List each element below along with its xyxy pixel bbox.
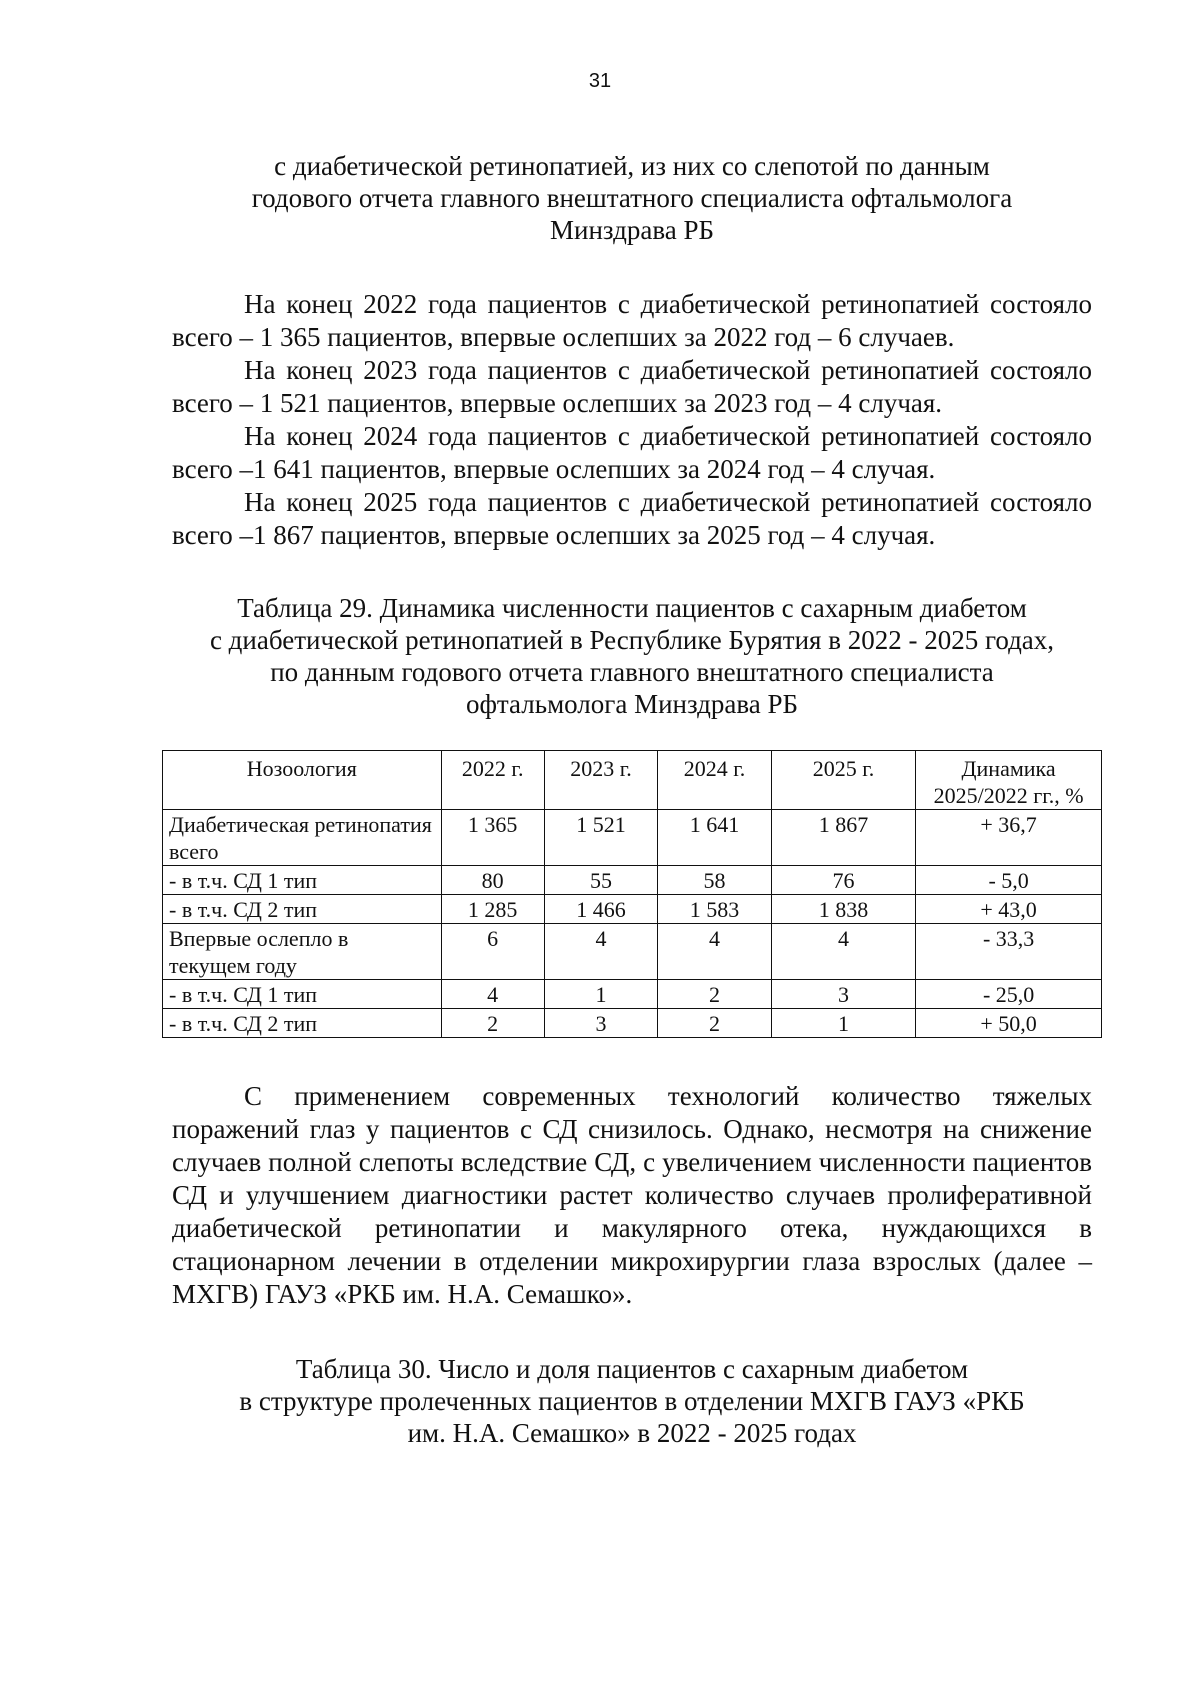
cell-2023: 3 [544, 1009, 658, 1038]
document-body [169, 150, 1092, 1449]
table-29 [162, 750, 1102, 1038]
cell-2024: 4 [658, 924, 772, 980]
cell-2024: 1 583 [658, 895, 772, 924]
cell-dynamics: - 5,0 [916, 866, 1102, 895]
paragraph-technologies: С применением современных технологий количество тяжелых поражений глаз у пациентов с СД снизилось. Однако, несмотря на снижение случаев полной слепоты вследствие СД, с увеличением численности пациентов СД и улучшением диагностики растет количество случаев пролиферативной диабетической ретинопатии и макулярного отека, нуждающихся в стационарном лечении в отделении микрохирургии глаза взрослых (далее – МХГВ) ГАУЗ «РКБ им. Н.А. Семашко». [172, 1081, 1092, 1309]
table-row [163, 1009, 1102, 1038]
section-heading [172, 150, 1092, 246]
cell-2022: 1 365 [441, 810, 544, 866]
cell-2025: 4 [771, 924, 915, 980]
cell-2022: 6 [441, 924, 544, 980]
retinopathy-summary [172, 288, 1092, 552]
cell-2023: 1 521 [544, 810, 658, 866]
cell-2025: 76 [771, 866, 915, 895]
table-row [163, 895, 1102, 924]
cell-2023: 1 [544, 980, 658, 1009]
paragraph-2023: На конец 2023 года пациентов с диабетической ретинопатией состояло всего – 1 521 пациентов, впервые ослепших за 2023 год – 4 случая. [172, 355, 1092, 418]
cell-2023: 1 466 [544, 895, 658, 924]
cell-dynamics: + 36,7 [916, 810, 1102, 866]
table-header-row [163, 751, 1102, 810]
row-label: - в т.ч. СД 2 тип [163, 1009, 442, 1038]
caption-line: Таблица 30. Число и доля пациентов с сахарным диабетом [295, 1354, 969, 1384]
header-2022: 2022 г. [441, 751, 544, 810]
header-2023: 2023 г. [544, 751, 658, 810]
row-label: - в т.ч. СД 2 тип [163, 895, 442, 924]
header-nosology: Нозоология [163, 751, 442, 810]
caption-line: Таблица 29. Динамика численности пациентов с сахарным диабетом [237, 593, 1027, 623]
cell-dynamics: + 50,0 [916, 1009, 1102, 1038]
page-number: 31 [588, 70, 612, 92]
cell-2024: 58 [658, 866, 772, 895]
cell-2022: 1 285 [441, 895, 544, 924]
cell-2025: 1 867 [771, 810, 915, 866]
header-2025: 2025 г. [771, 751, 915, 810]
cell-2025: 3 [771, 980, 915, 1009]
cell-2022: 80 [441, 866, 544, 895]
table-29-caption [172, 592, 1092, 720]
cell-2025: 1 838 [771, 895, 915, 924]
cell-2023: 55 [544, 866, 658, 895]
cell-dynamics: + 43,0 [916, 895, 1102, 924]
table-row [163, 980, 1102, 1009]
caption-line: им. Н.А. Семашко» в 2022 - 2025 годах [407, 1418, 857, 1448]
cell-2025: 1 [771, 1009, 915, 1038]
heading-line: Минздрава РБ [550, 215, 714, 245]
caption-line: офтальмолога Минздрава РБ [465, 689, 799, 719]
cell-2022: 2 [441, 1009, 544, 1038]
cell-dynamics: - 25,0 [916, 980, 1102, 1009]
table-row [163, 866, 1102, 895]
cell-2024: 2 [658, 1009, 772, 1038]
row-label: Впервые ослепло в текущем году [163, 924, 442, 980]
row-label: Диабетическая ретинопатия всего [163, 810, 442, 866]
caption-line: с диабетической ретинопатией в Республике Бурятия в 2022 - 2025 годах, [209, 625, 1055, 655]
row-label: - в т.ч. СД 1 тип [163, 866, 442, 895]
header-2024: 2024 г. [658, 751, 772, 810]
cell-2022: 4 [441, 980, 544, 1009]
paragraph-2025: На конец 2025 года пациентов с диабетической ретинопатией состояло всего –1 867 пациентов, впервые ослепших за 2025 год – 4 случая. [172, 487, 1092, 550]
table-row [163, 810, 1102, 866]
cell-dynamics: - 33,3 [916, 924, 1102, 980]
caption-line: по данным годового отчета главного внештатного специалиста [270, 657, 994, 687]
row-label: - в т.ч. СД 1 тип [163, 980, 442, 1009]
cell-2023: 4 [544, 924, 658, 980]
cell-2024: 2 [658, 980, 772, 1009]
paragraph-2024: На конец 2024 года пациентов с диабетической ретинопатией состояло всего –1 641 пациентов, впервые ослепших за 2024 год – 4 случая. [172, 421, 1092, 484]
heading-line: годового отчета главного внештатного специалиста офтальмолога [251, 183, 1013, 213]
caption-line: в структуре пролеченных пациентов в отделении МХГВ ГАУЗ «РКБ [239, 1386, 1025, 1416]
cell-2024: 1 641 [658, 810, 772, 866]
table-row [163, 924, 1102, 980]
paragraph-2022: На конец 2022 года пациентов с диабетической ретинопатией состояло всего – 1 365 пациентов, впервые ослепших за 2022 год – 6 случаев. [172, 289, 1092, 352]
heading-line: с диабетической ретинопатией, из них со слепотой по данным [274, 151, 990, 181]
header-dynamics: Динамика 2025/2022 гг., % [916, 751, 1102, 810]
table-30-caption [172, 1353, 1092, 1449]
